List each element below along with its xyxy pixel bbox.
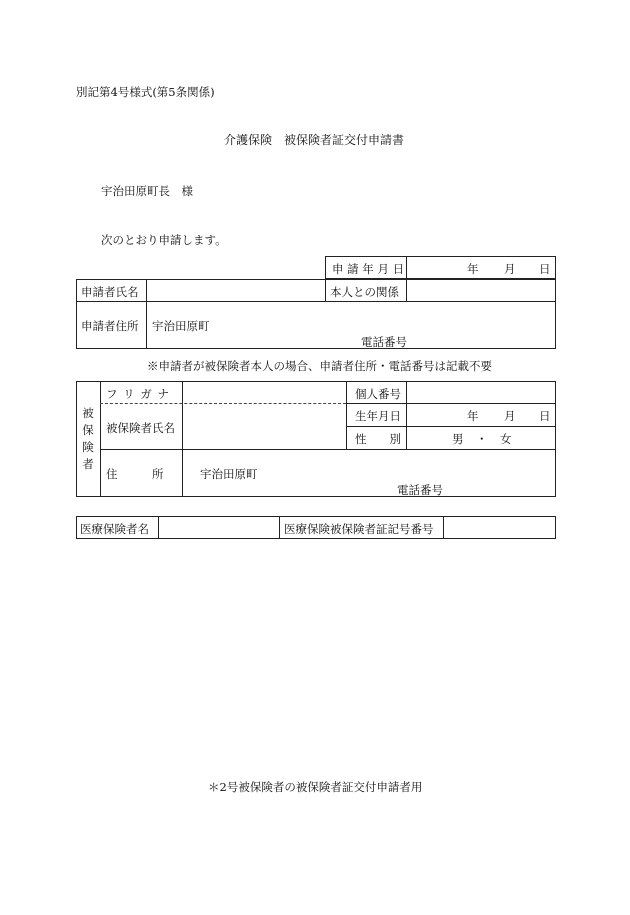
page-title: 介護保険 被保険者証交付申請書 (224, 133, 405, 147)
insured-address-label: 住 所 (106, 467, 164, 481)
sex-separator: ・ (476, 432, 488, 446)
birth-year[interactable]: 年 (467, 409, 479, 423)
personal-number-field[interactable] (408, 383, 554, 401)
furigana-label: フ リ ガ ナ (106, 387, 170, 401)
applicant-phone-label[interactable]: 電話番号 (361, 335, 407, 349)
application-date-label: 申 請 年 月 日 (332, 262, 405, 276)
birth-month[interactable]: 月 (504, 409, 516, 423)
application-date-day[interactable]: 日 (539, 262, 551, 276)
application-date-year[interactable]: 年 (467, 262, 479, 276)
insured-name-label: 被保険者氏名 (106, 421, 175, 435)
insured-address-field[interactable]: 宇治田原町 (200, 467, 258, 481)
medical-insurer-field[interactable] (160, 518, 277, 537)
footer-note: ＊2号被保険者の被保険者証交付申請者用 (208, 780, 423, 794)
insured-name-field[interactable] (184, 406, 344, 447)
medical-insurer-label: 医療保険者名 (80, 522, 149, 536)
relation-label: 本人との関係 (330, 285, 399, 299)
applicant-note: ※申請者が被保険者本人の場合、申請者住所・電話番号は記載不要 (147, 359, 492, 373)
insured-side-label: 被保険者 (82, 406, 94, 471)
form-number: 別記第4号様式(第5条関係) (76, 85, 215, 99)
furigana-field[interactable] (184, 383, 344, 401)
addressee: 宇治田原町長 様 (101, 184, 193, 198)
sex-male-option[interactable]: 男 (452, 432, 464, 446)
insurance-card-number-field[interactable] (445, 518, 554, 537)
applicant-address-label: 申請者住所 (81, 319, 139, 333)
applicant-name-label: 申請者氏名 (81, 285, 139, 299)
insured-phone-label[interactable]: 電話番号 (397, 483, 443, 497)
intro-text: 次のとおり申請します。 (101, 233, 227, 247)
applicant-name-field[interactable] (148, 281, 323, 299)
applicant-address-field[interactable]: 宇治田原町 (152, 319, 210, 333)
insurance-card-number-label: 医療保険被保険者証記号番号 (284, 522, 434, 536)
relation-field[interactable] (408, 281, 554, 299)
personal-number-label: 個人番号 (355, 387, 401, 401)
birthdate-label: 生年月日 (355, 409, 401, 423)
sex-label: 性 別 (355, 432, 401, 446)
birth-day[interactable]: 日 (539, 409, 551, 423)
application-date-month[interactable]: 月 (504, 262, 516, 276)
sex-female-option[interactable]: 女 (500, 432, 512, 446)
